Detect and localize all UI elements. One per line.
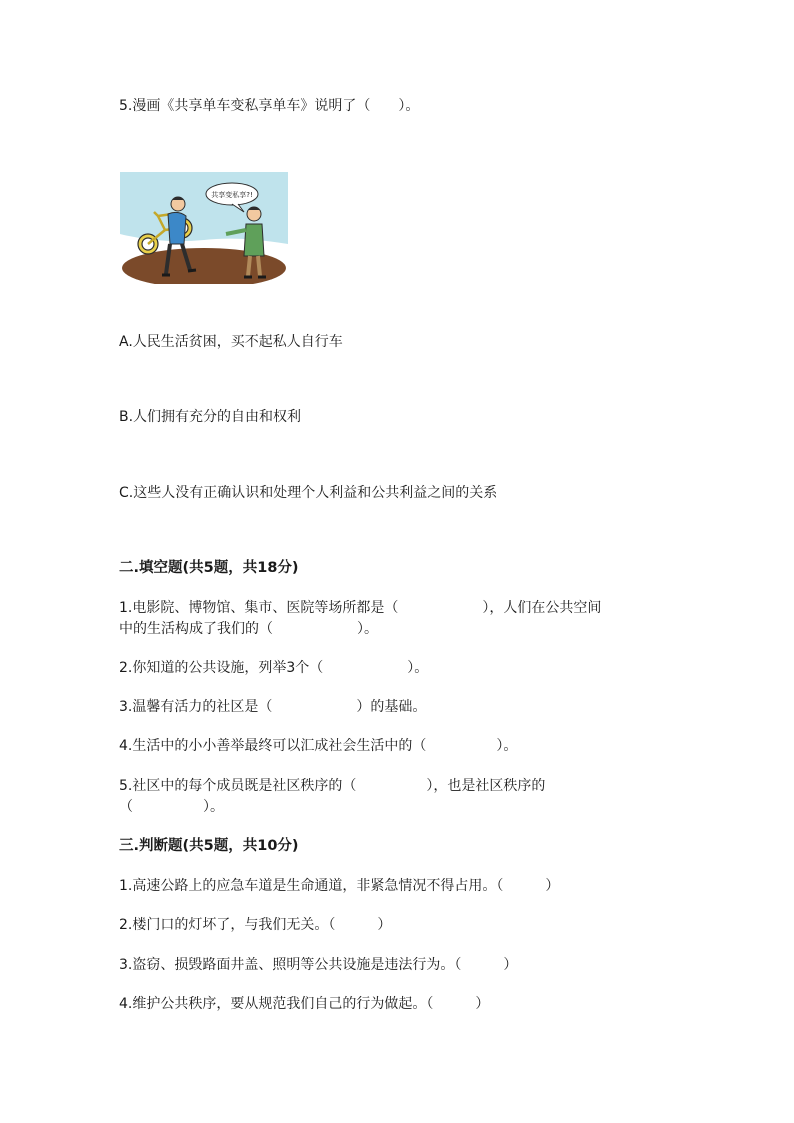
fill-blank-q2: 2.你知道的公共设施，列举3个（ ）。	[119, 660, 429, 676]
option-c: C.这些人没有正确认识和处理个人利益和公共利益之间的关系	[119, 485, 498, 501]
shared-bike-cartoon	[120, 172, 288, 284]
question-5-stem: 5.漫画《共享单车变私享单车》说明了（ ）。	[119, 98, 420, 114]
judgment-q4: 4.维护公共秩序，要从规范我们自己的行为做起。（ ）	[119, 996, 490, 1012]
fill-blank-q1-line2: 中的生活构成了我们的（ ）。	[119, 621, 378, 637]
fill-blank-q3: 3.温馨有活力的社区是（ ）的基础。	[119, 699, 427, 715]
option-b: B.人们拥有充分的自由和权利	[119, 409, 302, 425]
section-two-heading: 二.填空题(共5题，共18分)	[119, 560, 299, 576]
fill-blank-q5-line2: （ ）。	[119, 799, 224, 815]
fill-blank-q1-line1: 1.电影院、博物馆、集市、医院等场所都是（ ），人们在公共空间	[119, 600, 602, 616]
fill-blank-q5-line1: 5.社区中的每个成员既是社区秩序的（ ），也是社区秩序的	[119, 778, 546, 794]
judgment-q1: 1.高速公路上的应急车道是生命通道，非紧急情况不得占用。（ ）	[119, 878, 560, 894]
fill-blank-q4: 4.生活中的小小善举最终可以汇成社会生活中的（ ）。	[119, 738, 518, 754]
judgment-q3: 3.盗窃、损毁路面井盖、照明等公共设施是违法行为。（ ）	[119, 957, 518, 973]
section-three-heading: 三.判断题(共5题，共10分)	[119, 838, 299, 854]
judgment-q2: 2.楼门口的灯坏了，与我们无关。（ ）	[119, 917, 392, 933]
cartoon-speech-bubble: 共享变私享?!	[211, 191, 253, 199]
option-a: A.人民生活贫困，买不起私人自行车	[119, 334, 343, 350]
